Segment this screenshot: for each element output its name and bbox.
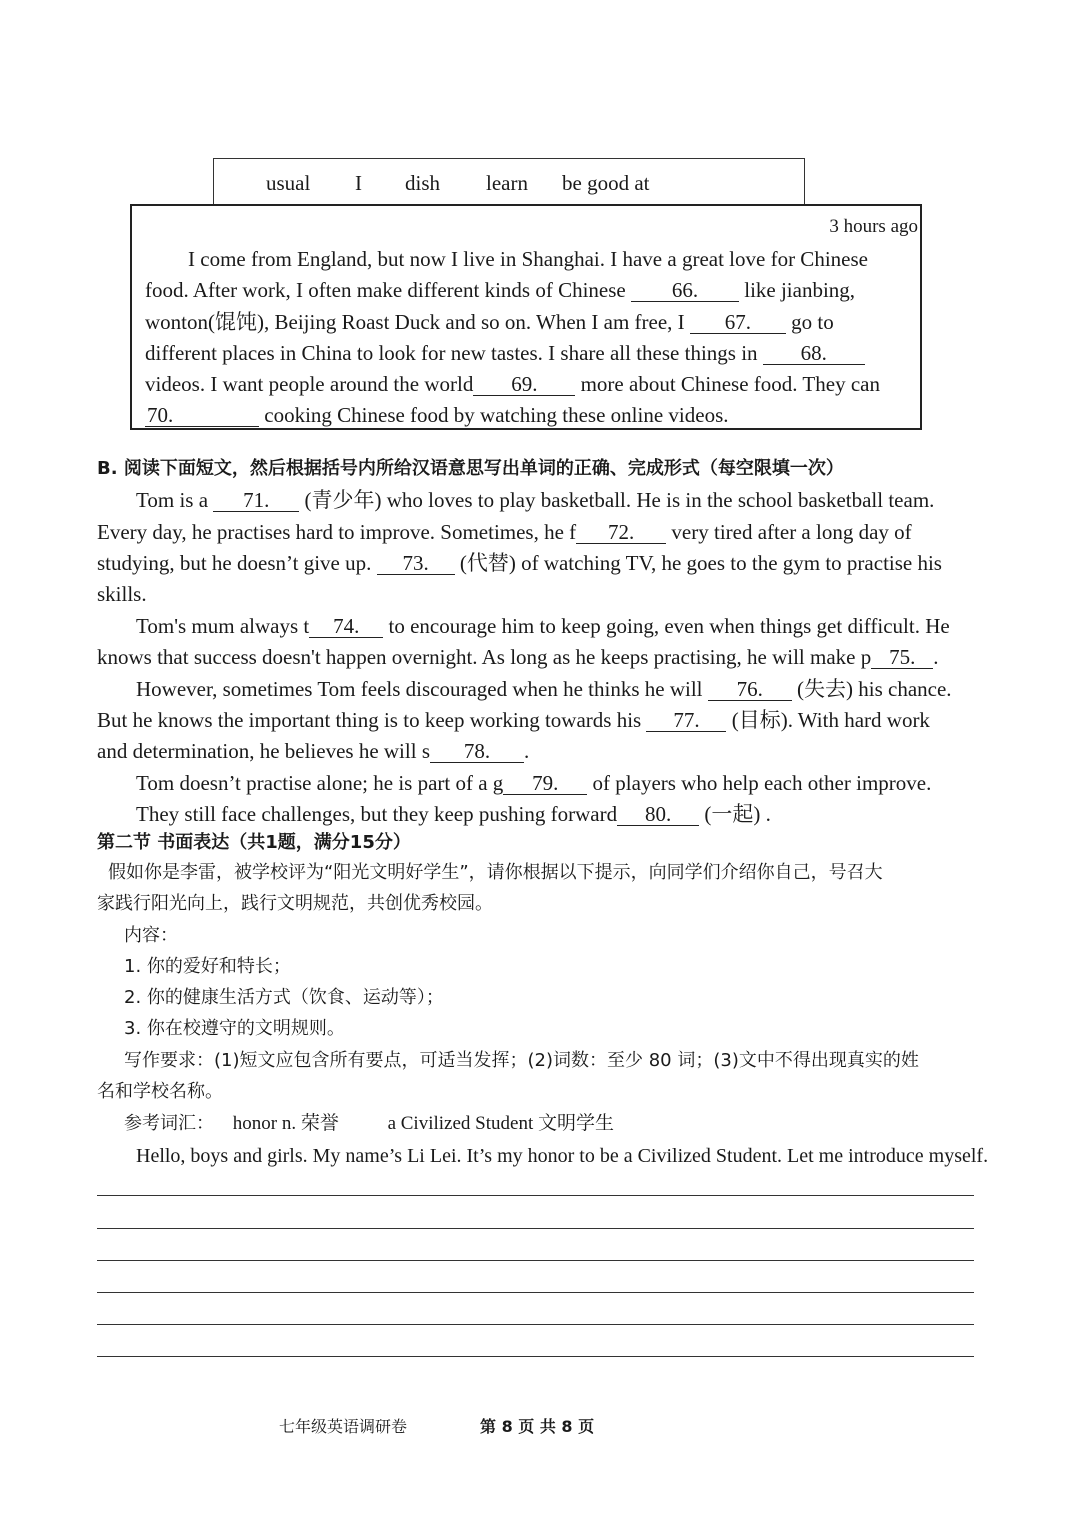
requirements: 写作要求：(1)短文应包含所有要点，可适当发挥；(2)词数：至少 80 词；(3)文中不得出现真实的姓 <box>124 1050 919 1071</box>
blank-76[interactable]: 76. <box>708 678 792 701</box>
passage-line: Every day, he practises hard to improve. Sometimes, he f 72. very tired after a long day of <box>97 520 912 544</box>
blank-78[interactable]: 78. <box>430 740 524 763</box>
blank-69[interactable]: 69. <box>473 373 575 396</box>
passage-line: and determination, he believes he will s 78. . <box>97 739 530 763</box>
passage-line: Tom doesn’t practise alone; he is part of a g 79. of players who help each other improve. <box>136 771 932 795</box>
vocab-row <box>124 1111 614 1137</box>
writing-line[interactable] <box>97 1195 974 1196</box>
footer-page-number: 第 8 页 共 8 页 <box>480 1417 595 1436</box>
writing-line[interactable] <box>97 1356 974 1357</box>
vocab-item: honor n. 荣誉 <box>232 1113 339 1134</box>
passage-line: Tom's mum always t 74. to encourage him to keep going, even when things get difficult. He <box>136 614 950 638</box>
blank-66[interactable]: 66. <box>631 279 739 302</box>
content-label: 内容： <box>124 925 178 946</box>
vocab-item: a Civilized Student 文明学生 <box>387 1113 614 1134</box>
post-line: I come from England, but now I live in Shanghai. I have a great love for Chinese <box>188 247 868 271</box>
word-bank-item: usual <box>266 171 311 195</box>
writing-line[interactable] <box>97 1260 974 1261</box>
word-bank-item: be good at <box>562 171 650 195</box>
word-bank-item: I <box>355 171 362 195</box>
word-bank-item: learn <box>486 171 528 195</box>
passage-line: However, sometimes Tom feels discouraged when he thinks he will 76. (失去) his chance. <box>136 677 952 701</box>
blank-70[interactable]: 70. <box>145 404 259 427</box>
word-bank-item: dish <box>405 171 441 195</box>
post-line: food. After work, I often make different kinds of Chinese 66. like jianbing, <box>145 278 856 302</box>
blank-71[interactable]: 71. <box>213 489 299 512</box>
vocab-label: 参考词汇： <box>124 1113 214 1134</box>
blank-75[interactable]: 75. <box>871 646 933 669</box>
writing-line[interactable] <box>97 1324 974 1325</box>
section-b-heading: B. 阅读下面短文，然后根据括号内所给汉语意思写出单词的正确、完成形式（每空限填一次） <box>97 458 844 479</box>
blank-80[interactable]: 80. <box>617 803 699 826</box>
footer-title: 七年级英语调研卷 <box>279 1417 408 1436</box>
writing-prompt: 家践行阳光向上，践行文明规范，共创优秀校园。 <box>97 893 493 914</box>
content-item: 2. 你的健康生活方式（饮食、运动等）； <box>124 987 444 1008</box>
post-line: 70. cooking Chinese food by watching these online videos. <box>147 403 729 427</box>
blank-67[interactable]: 67. <box>690 311 786 334</box>
section-2-heading: 第二节 书面表达（共1题，满分15分） <box>97 832 411 853</box>
post-timestamp: 3 hours ago <box>829 216 918 237</box>
essay-opening: Hello, boys and girls. My name’s Li Lei. It’s my honor to be a Civilized Student. Let me introduce myself. <box>136 1145 989 1167</box>
writing-line[interactable] <box>97 1292 974 1293</box>
blank-77[interactable]: 77. <box>646 709 726 732</box>
passage-line: knows that success doesn't happen overnight. As long as he keeps practising, he will make p 75. . <box>97 645 939 669</box>
writing-prompt: 假如你是李雷，被学校评为“阳光文明好学生”，请你根据以下提示，向同学们介绍你自己，号召大 <box>108 862 883 883</box>
passage-line: They still face challenges, but they keep pushing forward 80. (一起) . <box>136 802 771 826</box>
post-box <box>130 204 922 430</box>
post-line: different places in China to look for new tastes. I share all these things in 68. <box>145 340 865 366</box>
word-bank-box <box>213 158 805 204</box>
blank-79[interactable]: 79. <box>503 772 587 795</box>
blank-72[interactable]: 72. <box>576 521 666 544</box>
passage-line: studying, but he doesn’t give up. 73. (代替) of watching TV, he goes to the gym to practise his <box>97 551 942 575</box>
passage-line: Tom is a 71. (青少年) who loves to play basketball. He is in the school basketball team. <box>136 488 935 512</box>
writing-line[interactable] <box>97 1228 974 1229</box>
passage-line: skills. <box>97 582 147 606</box>
blank-74[interactable]: 74. <box>309 615 383 638</box>
requirements: 名和学校名称。 <box>97 1081 223 1102</box>
blank-73[interactable]: 73. <box>377 552 455 575</box>
content-item: 1. 你的爱好和特长； <box>124 956 291 977</box>
content-item: 3. 你在校遵守的文明规则。 <box>124 1018 345 1039</box>
passage-line: But he knows the important thing is to keep working towards his 77. (目标). With hard work <box>97 708 930 732</box>
post-line: videos. I want people around the world 69. more about Chinese food. They can <box>145 372 880 396</box>
post-line: wonton(馄饨), Beijing Roast Duck and so on. When I am free, I 67. go to <box>145 310 834 334</box>
blank-68[interactable]: 68. <box>763 342 865 365</box>
